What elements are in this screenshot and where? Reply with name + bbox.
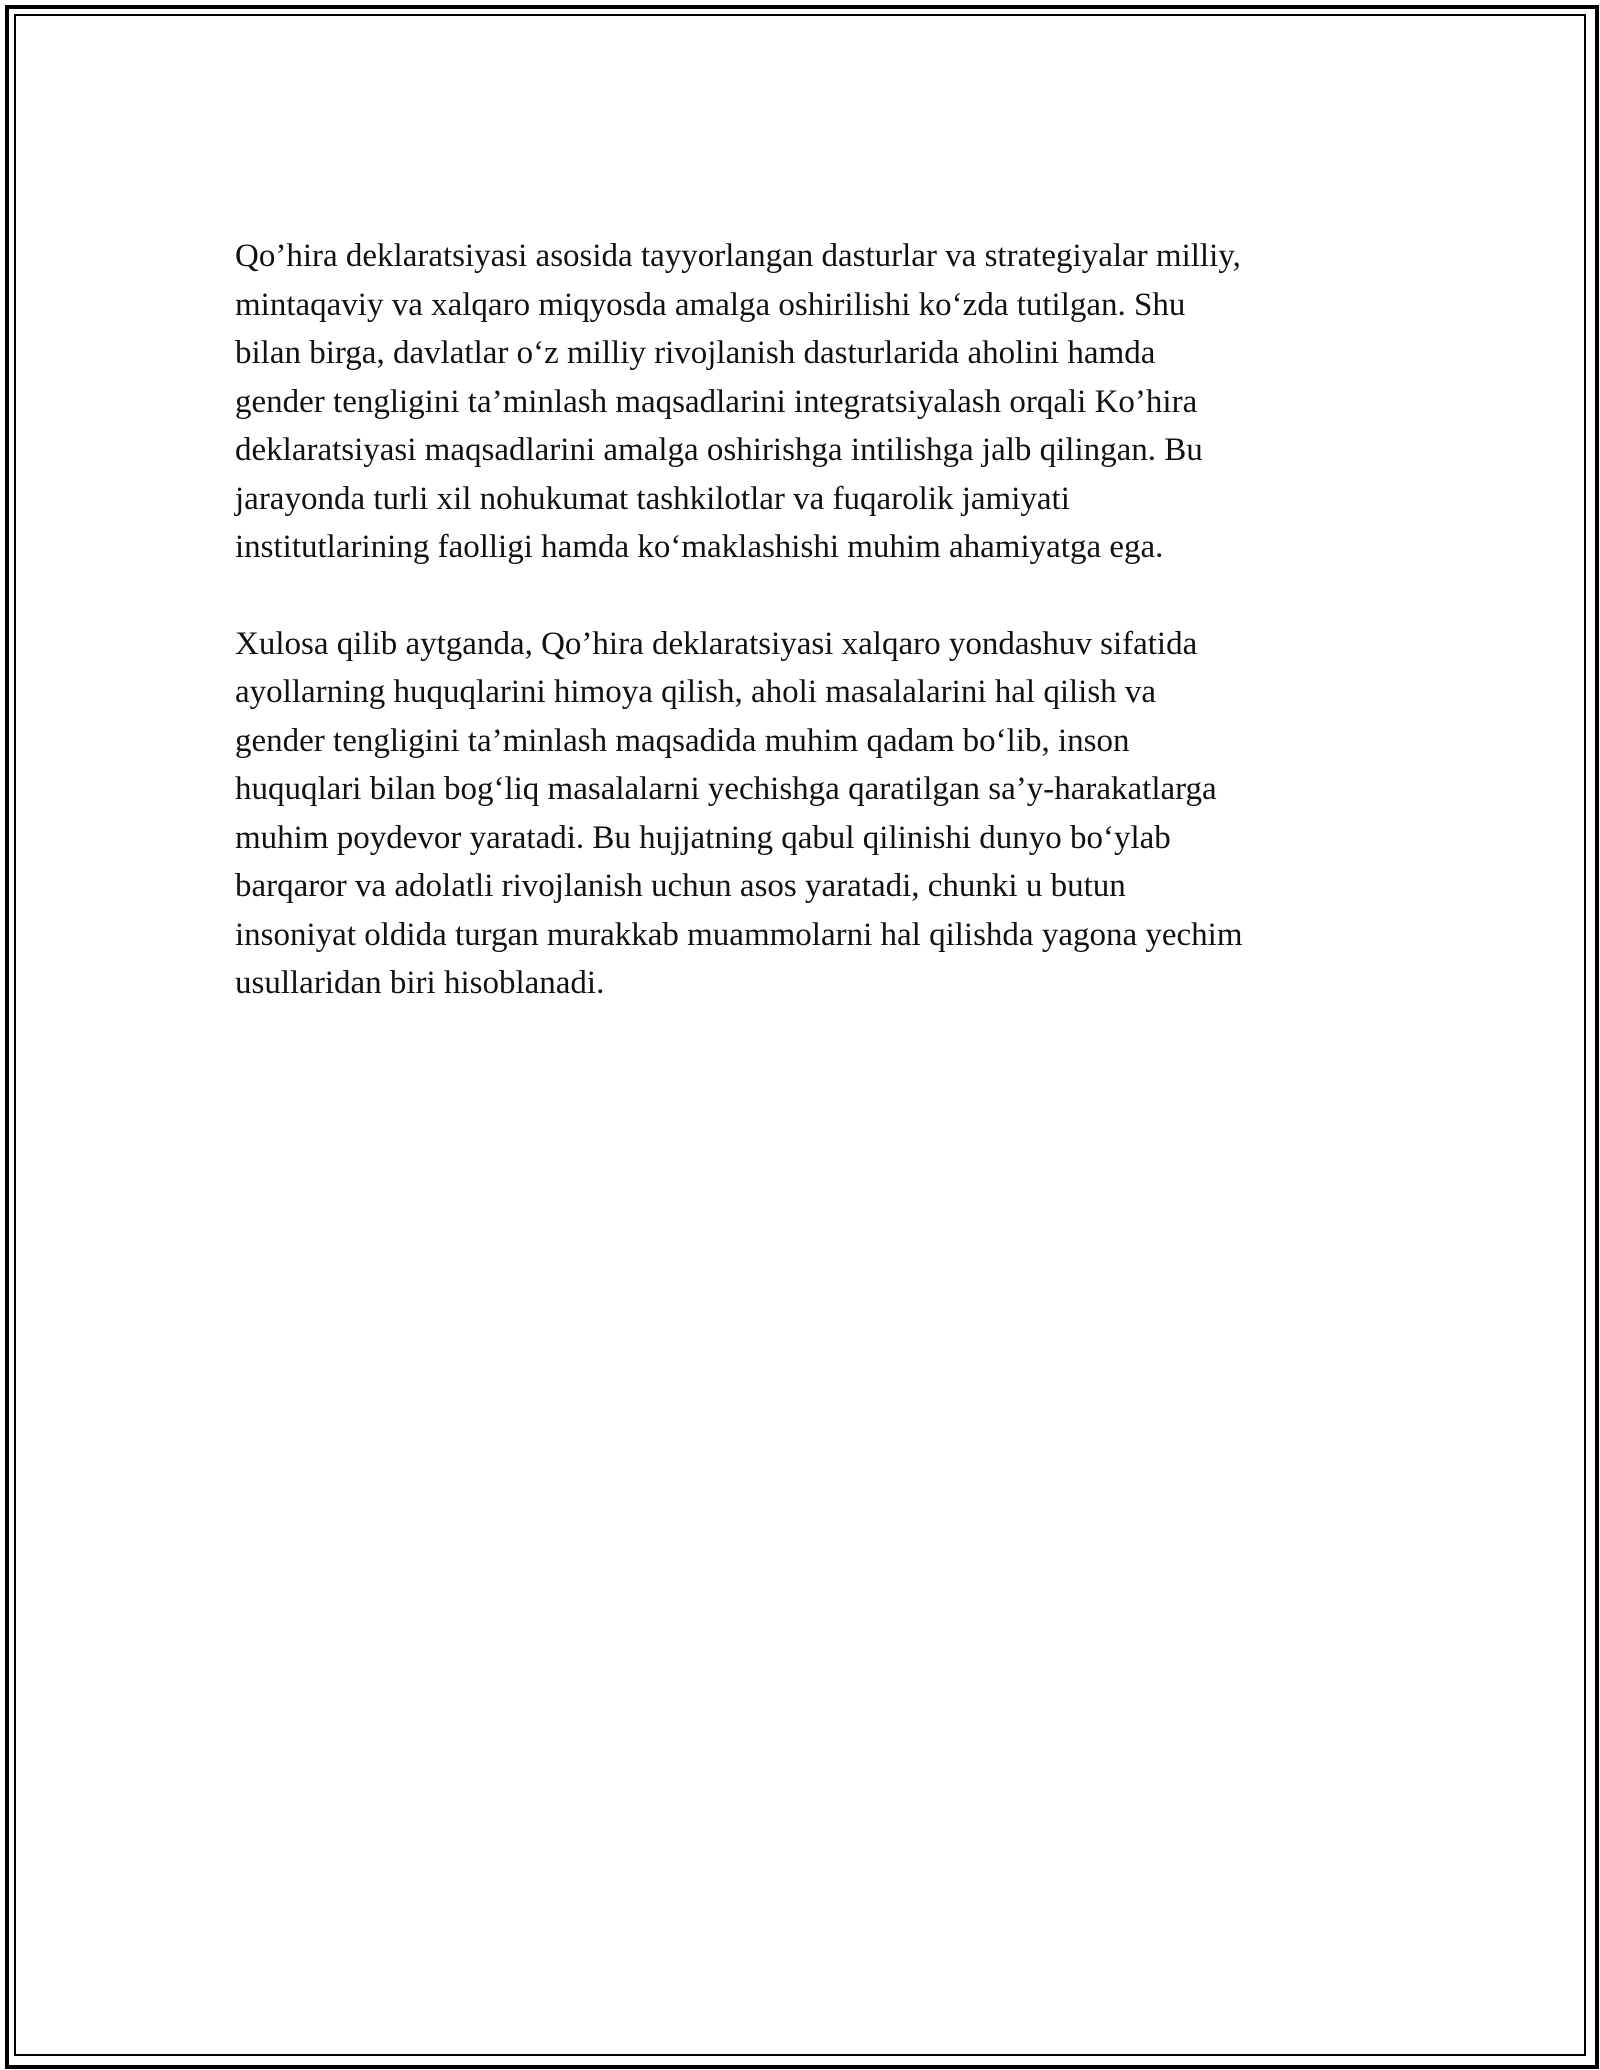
text-line: insoniyat oldida turgan murakkab muammolarni hal qilishda yagona yechim: [235, 916, 1243, 953]
text-line: Xulosa qilib aytganda, Qo’hira deklaratsiyasi xalqaro yondashuv sifatida: [235, 625, 1198, 662]
text-line: barqaror va adolatli rivojlanish uchun asos yaratadi, chunki u butun: [235, 868, 1126, 904]
text-line: institutlarining faolligi hamda ko‘maklashishi muhim ahamiyatga ega.: [235, 529, 1164, 565]
text-line: jarayonda turli xil nohukumat tashkilotlar va fuqarolik jamiyati: [235, 480, 1070, 517]
text-line: ayollarning huquqlarini himoya qilish, aholi masalalarini hal qilish va: [235, 674, 1157, 710]
text-line: muhim poydevor yaratadi. Bu hujjatning qabul qilinishi dunyo bo‘ylab: [235, 819, 1171, 856]
text-line: usullaridan biri hisoblanadi.: [235, 965, 605, 1001]
text-line: mintaqaviy va xalqaro miqyosda amalga oshirilishi ko‘zda tutilgan. Shu: [235, 286, 1186, 323]
text-line: gender tengligini ta’minlash maqsadlarini integratsiyalash orqali Ko’hira: [235, 383, 1198, 420]
text-line: bilan birga, davlatlar o‘z milliy rivojlanish dasturlarida aholini hamda: [235, 335, 1156, 371]
text-line: gender tengligini ta’minlash maqsadida muhim qadam bo‘lib, inson: [235, 722, 1130, 759]
paragraph-implementation: [235, 232, 1385, 572]
text-line: huquqlari bilan bog‘liq masalalarni yechishga qaratilgan sa’y-harakatlarga: [235, 771, 1217, 807]
text-line: Qo’hira deklaratsiyasi asosida tayyorlangan dasturlar va strategiyalar milliy,: [235, 238, 1241, 274]
paragraph-conclusion: [235, 620, 1385, 1008]
text-line: deklaratsiyasi maqsadlarini amalga oshirishga intilishga jalb qilingan. Bu: [235, 432, 1203, 468]
document-body: [235, 232, 1385, 1008]
